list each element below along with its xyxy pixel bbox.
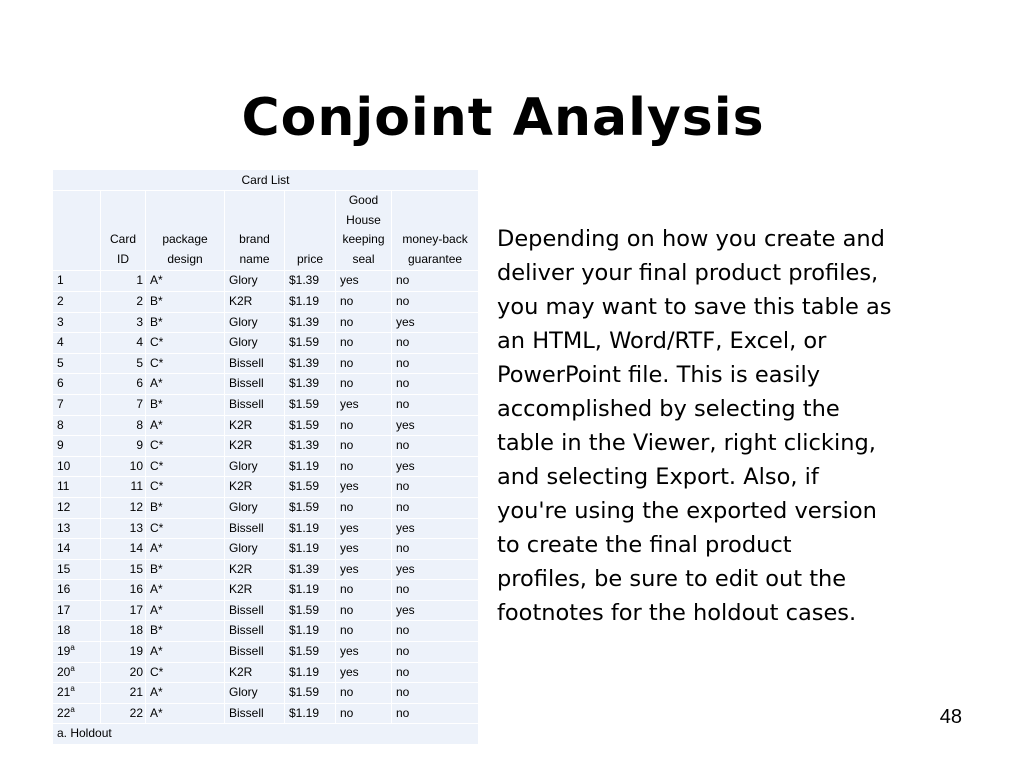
cell-package-design: C*	[146, 436, 225, 457]
cell-money-back-guarantee: no	[392, 291, 479, 312]
slide-body-text: Depending on how you create and deliver your final product profiles, you may want to save this table as an HTML, Word/RTF, Excel, or PowerPoint file. This is easily accomplished by selecting the table in the Viewer, right clicking, and selecting Export. Also, if you're using the exported version to create the final product profiles, be sure to edit out the footnotes for the holdout cases.	[497, 226, 892, 626]
cell-price: $1.19	[285, 456, 336, 477]
cell-row-number	[53, 497, 101, 518]
cell-package-design: A*	[146, 580, 225, 601]
cell-price: $1.39	[285, 559, 336, 580]
cell-package-design: C*	[146, 333, 225, 354]
row-number-label: 6	[57, 376, 64, 391]
table-row	[53, 580, 479, 601]
table-row	[53, 518, 479, 539]
cell-price: $1.39	[285, 436, 336, 457]
cell-row-number	[53, 600, 101, 621]
cell-money-back-guarantee: no	[392, 662, 479, 683]
cell-good-housekeeping-seal: no	[336, 374, 392, 395]
row-number-label: 8	[57, 417, 64, 432]
page-number: 48	[939, 706, 962, 728]
cell-row-number	[53, 518, 101, 539]
cell-good-housekeeping-seal: no	[336, 312, 392, 333]
cell-good-housekeeping-seal: no	[336, 456, 392, 477]
header-brand-name: brand name	[225, 191, 285, 271]
cell-row-number	[53, 394, 101, 415]
cell-brand-name: Glory	[225, 497, 285, 518]
cell-price: $1.59	[285, 333, 336, 354]
cell-money-back-guarantee: no	[392, 580, 479, 601]
cell-good-housekeeping-seal: no	[336, 703, 392, 724]
cell-brand-name: Bissell	[225, 353, 285, 374]
cell-price: $1.19	[285, 703, 336, 724]
cell-money-back-guarantee: yes	[392, 600, 479, 621]
cell-card-id: 2	[101, 291, 146, 312]
cell-price: $1.59	[285, 415, 336, 436]
cell-money-back-guarantee: yes	[392, 518, 479, 539]
cell-card-id: 7	[101, 394, 146, 415]
cell-card-id: 3	[101, 312, 146, 333]
cell-card-id: 14	[101, 539, 146, 560]
cell-price: $1.39	[285, 312, 336, 333]
table-caption-row	[53, 170, 479, 191]
cell-good-housekeeping-seal: no	[336, 333, 392, 354]
cell-price: $1.59	[285, 477, 336, 498]
table-caption: Card List	[53, 170, 479, 191]
cell-good-housekeeping-seal: no	[336, 683, 392, 704]
cell-package-design: B*	[146, 621, 225, 642]
cell-good-housekeeping-seal: no	[336, 436, 392, 457]
cell-card-id: 16	[101, 580, 146, 601]
table-row	[53, 374, 479, 395]
cell-money-back-guarantee: no	[392, 394, 479, 415]
cell-price: $1.39	[285, 271, 336, 292]
cell-brand-name: K2R	[225, 415, 285, 436]
cell-good-housekeeping-seal: no	[336, 497, 392, 518]
table-footnote: a. Holdout	[53, 724, 479, 745]
cell-money-back-guarantee: yes	[392, 456, 479, 477]
row-number-label: 13	[57, 520, 71, 535]
cell-row-number	[53, 559, 101, 580]
cell-good-housekeeping-seal: yes	[336, 559, 392, 580]
row-number-label: 20	[57, 664, 71, 679]
cell-row-number	[53, 662, 101, 683]
cell-price: $1.59	[285, 497, 336, 518]
cell-card-id: 6	[101, 374, 146, 395]
cell-price: $1.19	[285, 291, 336, 312]
header-card-id: Card ID	[101, 191, 146, 271]
table-row	[53, 683, 479, 704]
cell-card-id: 12	[101, 497, 146, 518]
row-number-label: 11	[57, 479, 70, 494]
table-row	[53, 271, 479, 292]
cell-price: $1.19	[285, 621, 336, 642]
header-good-housekeeping-seal: Good House keeping seal	[336, 191, 392, 271]
cell-price: $1.59	[285, 683, 336, 704]
cell-good-housekeeping-seal: no	[336, 353, 392, 374]
row-number-label: 7	[57, 396, 64, 411]
cell-good-housekeeping-seal: yes	[336, 477, 392, 498]
cell-row-number	[53, 374, 101, 395]
cell-package-design: B*	[146, 312, 225, 333]
row-number-label: 22	[57, 705, 71, 720]
table-footnote-row	[53, 724, 479, 745]
cell-good-housekeeping-seal: yes	[336, 518, 392, 539]
cell-package-design: C*	[146, 662, 225, 683]
cell-package-design: B*	[146, 291, 225, 312]
cell-price: $1.19	[285, 518, 336, 539]
cell-money-back-guarantee: no	[392, 703, 479, 724]
cell-money-back-guarantee: no	[392, 353, 479, 374]
cell-row-number	[53, 415, 101, 436]
cell-brand-name: Bissell	[225, 642, 285, 663]
cell-brand-name: Bissell	[225, 621, 285, 642]
table-row	[53, 436, 479, 457]
cell-brand-name: K2R	[225, 662, 285, 683]
cell-card-id: 11	[101, 477, 146, 498]
cell-row-number	[53, 621, 101, 642]
row-number-label: 16	[57, 582, 71, 597]
cell-card-id: 15	[101, 559, 146, 580]
row-number-label: 18	[57, 623, 71, 638]
cell-card-id: 9	[101, 436, 146, 457]
cell-row-number	[53, 580, 101, 601]
cell-good-housekeeping-seal: yes	[336, 662, 392, 683]
cell-card-id: 4	[101, 333, 146, 354]
table-row	[53, 394, 479, 415]
cell-package-design: A*	[146, 374, 225, 395]
table-row	[53, 415, 479, 436]
holdout-footnote-marker: a	[70, 684, 75, 694]
cell-row-number	[53, 291, 101, 312]
row-number-label: 14	[57, 541, 71, 556]
table-row	[53, 497, 479, 518]
cell-money-back-guarantee: no	[392, 271, 479, 292]
table-row	[53, 703, 479, 724]
cell-brand-name: Glory	[225, 271, 285, 292]
cell-price: $1.19	[285, 580, 336, 601]
row-number-label: 4	[57, 335, 64, 350]
cell-package-design: A*	[146, 683, 225, 704]
cell-row-number	[53, 642, 101, 663]
cell-money-back-guarantee: yes	[392, 312, 479, 333]
cell-price: $1.59	[285, 600, 336, 621]
header-price: price	[285, 191, 336, 271]
cell-card-id: 21	[101, 683, 146, 704]
table-row	[53, 333, 479, 354]
table-row	[53, 456, 479, 477]
header-package-design: package design	[146, 191, 225, 271]
table-row	[53, 559, 479, 580]
cell-brand-name: Glory	[225, 683, 285, 704]
cell-good-housekeeping-seal: no	[336, 580, 392, 601]
holdout-footnote-marker: a	[70, 663, 75, 673]
row-number-label: 5	[57, 355, 64, 370]
cell-row-number	[53, 353, 101, 374]
cell-row-number	[53, 539, 101, 560]
row-number-label: 2	[57, 293, 64, 308]
cell-brand-name: K2R	[225, 559, 285, 580]
cell-good-housekeeping-seal: no	[336, 415, 392, 436]
cell-card-id: 22	[101, 703, 146, 724]
header-row-number	[53, 191, 101, 271]
cell-price: $1.59	[285, 394, 336, 415]
row-number-label: 3	[57, 314, 64, 329]
cell-card-id: 1	[101, 271, 146, 292]
table-row	[53, 291, 479, 312]
cell-brand-name: Bissell	[225, 703, 285, 724]
cell-price: $1.39	[285, 353, 336, 374]
cell-money-back-guarantee: no	[392, 477, 479, 498]
cell-row-number	[53, 436, 101, 457]
cell-brand-name: Bissell	[225, 600, 285, 621]
table-row	[53, 621, 479, 642]
table-header-row	[53, 191, 479, 271]
cell-money-back-guarantee: no	[392, 539, 479, 560]
cell-package-design: A*	[146, 642, 225, 663]
header-money-back-guarantee: money-back guarantee	[392, 191, 479, 271]
cell-money-back-guarantee: no	[392, 497, 479, 518]
slide-title: Conjoint Analysis	[241, 88, 765, 148]
row-number-label: 19	[57, 644, 71, 659]
cell-row-number	[53, 333, 101, 354]
cell-brand-name: Glory	[225, 539, 285, 560]
cell-brand-name: Bissell	[225, 518, 285, 539]
card-list-table	[52, 169, 479, 745]
cell-card-id: 13	[101, 518, 146, 539]
cell-brand-name: K2R	[225, 477, 285, 498]
cell-row-number	[53, 477, 101, 498]
cell-money-back-guarantee: no	[392, 683, 479, 704]
cell-row-number	[53, 683, 101, 704]
cell-card-id: 5	[101, 353, 146, 374]
cell-card-id: 10	[101, 456, 146, 477]
cell-package-design: A*	[146, 271, 225, 292]
table-row	[53, 600, 479, 621]
cell-money-back-guarantee: yes	[392, 559, 479, 580]
cell-card-id: 18	[101, 621, 146, 642]
holdout-footnote-marker: a	[70, 643, 75, 653]
cell-brand-name: K2R	[225, 291, 285, 312]
table-row	[53, 353, 479, 374]
cell-brand-name: K2R	[225, 580, 285, 601]
cell-money-back-guarantee: no	[392, 642, 479, 663]
table-body	[53, 271, 479, 724]
cell-card-id: 20	[101, 662, 146, 683]
cell-package-design: C*	[146, 353, 225, 374]
cell-price: $1.19	[285, 539, 336, 560]
row-number-label: 10	[57, 458, 71, 473]
cell-row-number	[53, 312, 101, 333]
row-number-label: 21	[57, 685, 71, 700]
cell-package-design: B*	[146, 394, 225, 415]
cell-good-housekeeping-seal: yes	[336, 539, 392, 560]
cell-package-design: C*	[146, 518, 225, 539]
cell-row-number	[53, 456, 101, 477]
cell-brand-name: Bissell	[225, 394, 285, 415]
cell-package-design: A*	[146, 415, 225, 436]
holdout-footnote-marker: a	[70, 704, 75, 714]
cell-brand-name: K2R	[225, 436, 285, 457]
row-number-label: 1	[57, 273, 64, 288]
cell-money-back-guarantee: no	[392, 621, 479, 642]
cell-good-housekeeping-seal: no	[336, 621, 392, 642]
cell-good-housekeeping-seal: no	[336, 291, 392, 312]
table-row	[53, 312, 479, 333]
table-row	[53, 539, 479, 560]
cell-money-back-guarantee: yes	[392, 415, 479, 436]
cell-price: $1.19	[285, 662, 336, 683]
table-row	[53, 477, 479, 498]
cell-package-design: B*	[146, 559, 225, 580]
cell-brand-name: Bissell	[225, 374, 285, 395]
cell-money-back-guarantee: no	[392, 436, 479, 457]
cell-brand-name: Glory	[225, 333, 285, 354]
cell-money-back-guarantee: no	[392, 333, 479, 354]
table-row	[53, 662, 479, 683]
cell-good-housekeeping-seal: no	[336, 600, 392, 621]
cell-package-design: A*	[146, 539, 225, 560]
cell-row-number	[53, 271, 101, 292]
cell-brand-name: Glory	[225, 456, 285, 477]
cell-card-id: 19	[101, 642, 146, 663]
cell-row-number	[53, 703, 101, 724]
cell-package-design: A*	[146, 600, 225, 621]
row-number-label: 9	[57, 438, 64, 453]
cell-price: $1.59	[285, 642, 336, 663]
table-row	[53, 642, 479, 663]
row-number-label: 17	[57, 602, 71, 617]
row-number-label: 12	[57, 499, 71, 514]
cell-package-design: B*	[146, 497, 225, 518]
cell-package-design: C*	[146, 477, 225, 498]
cell-good-housekeeping-seal: yes	[336, 394, 392, 415]
cell-good-housekeeping-seal: yes	[336, 271, 392, 292]
cell-brand-name: Glory	[225, 312, 285, 333]
cell-good-housekeeping-seal: yes	[336, 642, 392, 663]
cell-package-design: A*	[146, 703, 225, 724]
cell-card-id: 17	[101, 600, 146, 621]
cell-price: $1.39	[285, 374, 336, 395]
cell-package-design: C*	[146, 456, 225, 477]
cell-money-back-guarantee: no	[392, 374, 479, 395]
row-number-label: 15	[57, 561, 71, 576]
cell-card-id: 8	[101, 415, 146, 436]
